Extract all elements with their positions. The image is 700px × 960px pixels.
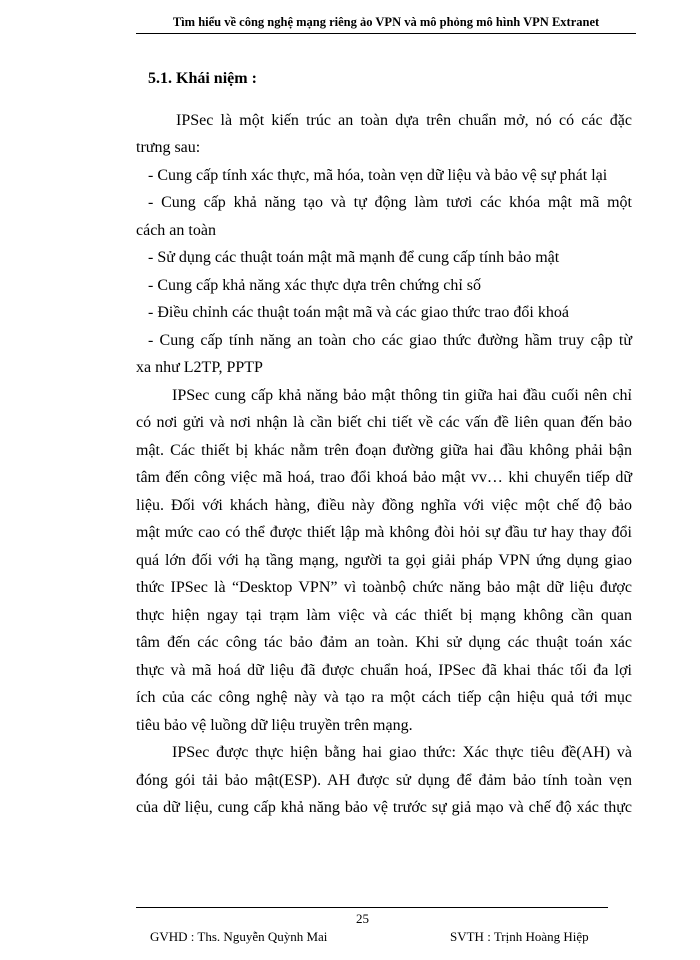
body-line: có nơi gửi và nơi nhận là cần biết chi tiết về các vấn đề liên quan đến bảo bbox=[136, 414, 632, 431]
footer-instructor: GVHD : Ths. Nguyễn Quỳnh Mai bbox=[150, 929, 328, 944]
footer-student: SVTH : Trịnh Hoàng Hiệp bbox=[450, 929, 589, 944]
body-line: tâm đến các công tác bảo đảm an toàn. Khi sử dụng các thuật toán xác bbox=[136, 634, 632, 651]
body-line: IPSec được thực hiện bằng hai giao thức: Xác thực tiêu đề(AH) và bbox=[172, 744, 632, 761]
body-line: cách an toàn bbox=[136, 222, 216, 239]
body-line: của dữ liệu, cung cấp khả năng bảo vệ trước sự giả mạo và chế độ xác thực bbox=[136, 799, 632, 816]
body-line: trưng sau: bbox=[136, 139, 201, 156]
body-line: thực và mã hoá dữ liệu đã được chuẩn hoá, IPSec đã khai thác tối đa lợi bbox=[136, 662, 632, 679]
body-line: tiêu bảo vệ luồng dữ liệu truyền trên mạng. bbox=[136, 717, 413, 734]
body-line: mật mức cao có thể được thiết lập mà không đòi hỏi sự đầu tư hay thay đổi bbox=[136, 524, 632, 541]
section-title: 5.1. Khái niệm : bbox=[148, 70, 257, 87]
body-line: xa như L2TP, PPTP bbox=[136, 359, 263, 376]
body-line: - Sử dụng các thuật toán mật mã mạnh để cung cấp tính bảo mật bbox=[148, 249, 560, 266]
body-line: - Cung cấp khả năng tạo và tự động làm tươi các khóa mật mã một bbox=[148, 194, 632, 211]
header-divider bbox=[136, 33, 636, 34]
footer-divider bbox=[136, 907, 608, 908]
body-line: liệu. Đối với khách hàng, điều này đồng nghĩa với việc một chế độ bảo bbox=[136, 497, 632, 514]
body-line: - Cung cấp khả năng xác thực dựa trên chứng chỉ số bbox=[148, 277, 482, 294]
body-line: đóng gói tải bảo mật(ESP). AH được sử dụng để đảm bảo tính toàn vẹn bbox=[136, 772, 632, 789]
body-line: thức IPSec là “Desktop VPN” vì toànbộ chức năng bảo mật dữ liệu được bbox=[136, 579, 632, 596]
body-line: mật. Các thiết bị khác nằm trên đoạn đường giữa hai đầu không phải bận bbox=[136, 442, 632, 459]
page-number: 25 bbox=[356, 911, 369, 926]
body-line: tâm đến công việc mã hoá, trao đổi khoá bảo mật vv… khi chuyển tiếp dữ bbox=[136, 469, 632, 486]
body-line: IPSec là một kiến trúc an toàn dựa trên chuẩn mở, nó có các đặc bbox=[176, 112, 632, 129]
body-line: quá lớn đối với hạ tầng mạng, người ta gọi giải pháp VPN ứng dụng giao bbox=[136, 552, 632, 569]
running-header: Tìm hiểu về công nghệ mạng riêng ảo VPN và mô phỏng mô hình VPN Extranet bbox=[172, 15, 600, 29]
body-line: - Cung cấp tính xác thực, mã hóa, toàn vẹn dữ liệu và bảo vệ sự phát lại bbox=[148, 167, 608, 184]
body-line: IPSec cung cấp khả năng bảo mật thông tin giữa hai đầu cuối nên chỉ bbox=[172, 387, 632, 404]
body-line: - Điều chỉnh các thuật toán mật mã và các giao thức trao đổi khoá bbox=[148, 304, 569, 321]
body-line: ích của các công nghệ này và tạo ra một cách tiếp cận hiệu quả tới mục bbox=[136, 689, 632, 706]
body-line: - Cung cấp tính năng an toàn cho các giao thức đường hầm truy cập từ bbox=[148, 332, 632, 349]
body-line: thực hiện ngay tại trạm làm việc và các thiết bị mạng không cần quan bbox=[136, 607, 632, 624]
